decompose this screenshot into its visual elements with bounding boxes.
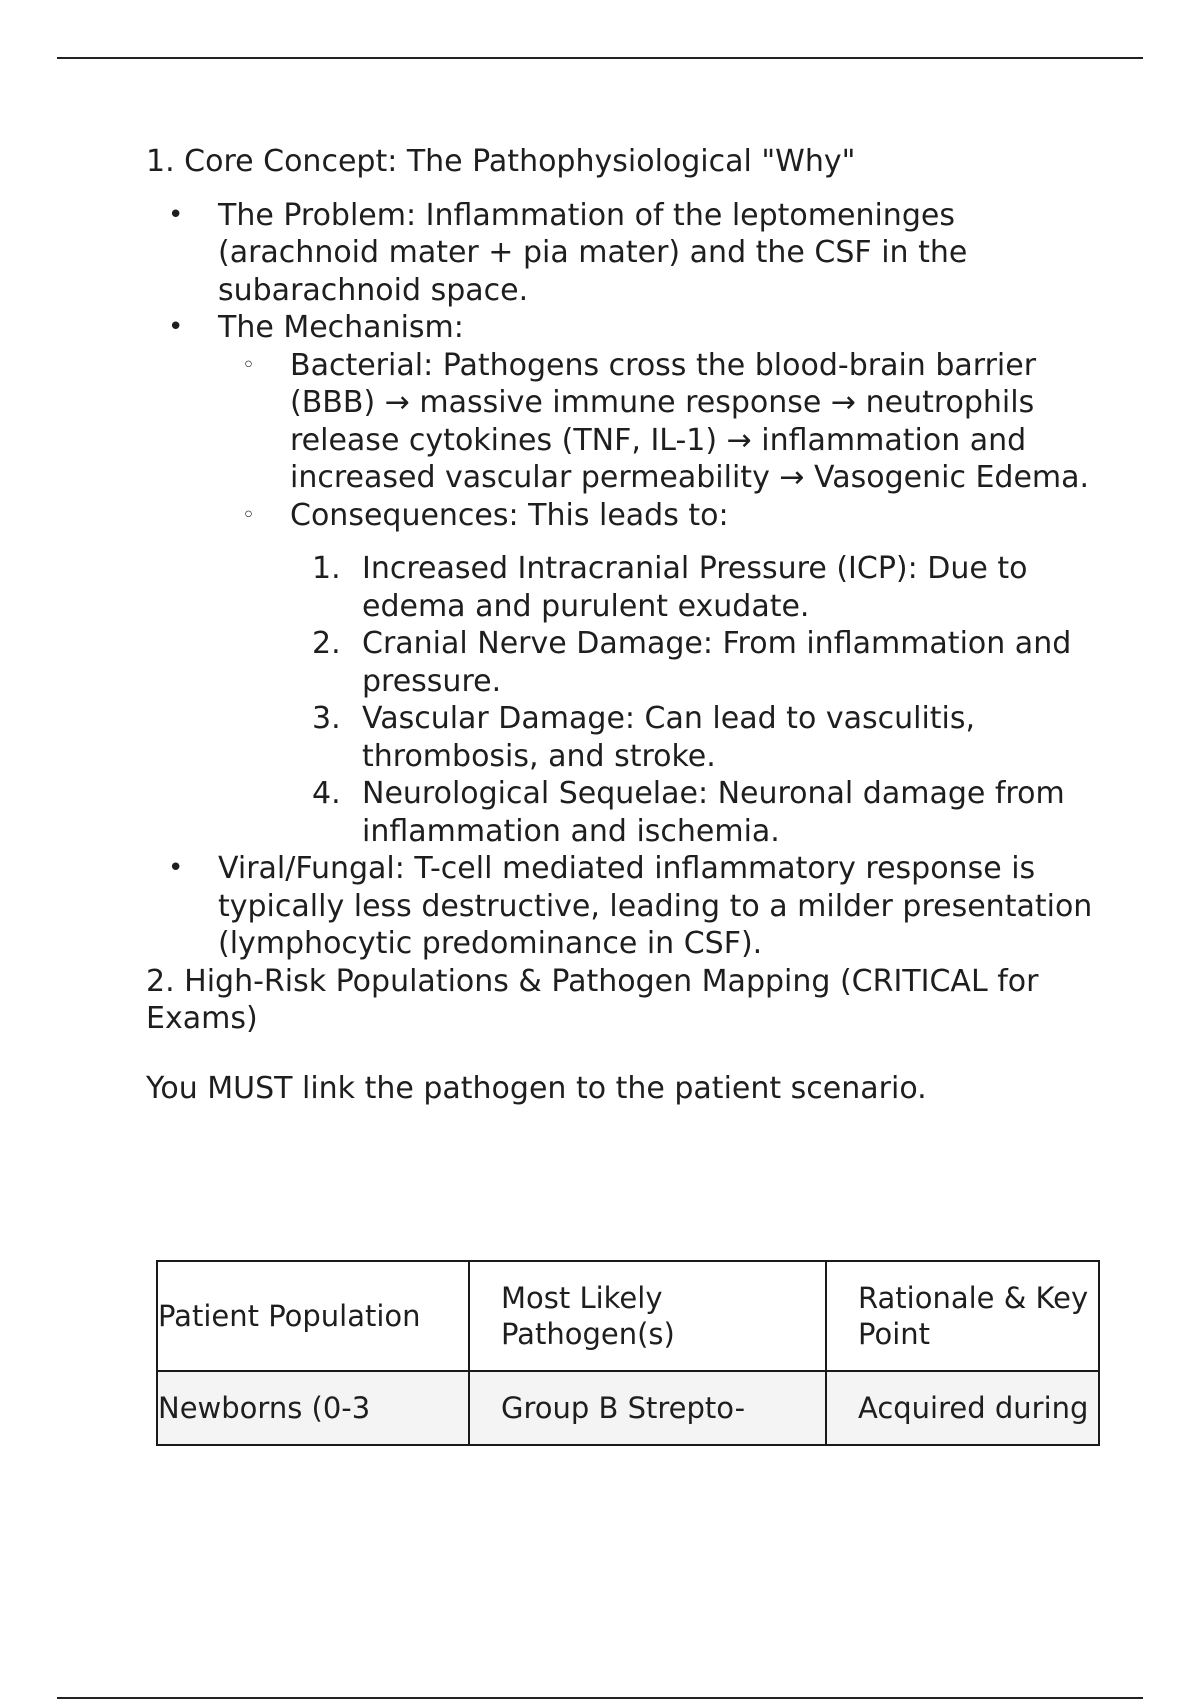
table-cell: Group B Strepto-	[469, 1371, 826, 1445]
consequences-list	[290, 550, 1096, 850]
list-number: 1.	[312, 551, 341, 586]
list-item-mechanism	[146, 309, 1096, 850]
header-rationale: Rationale & Key Point	[826, 1261, 1099, 1371]
table-cell: Newborns (0-3	[157, 1371, 469, 1445]
section-2-heading: 2. High-Risk Populations & Pathogen Mapping (CRITICAL for Exams)	[146, 963, 1039, 1036]
list-item-text: Vascular Damage: Can lead to vasculitis, thrombosis, and stroke.	[362, 701, 976, 774]
table-header-row	[157, 1261, 1099, 1371]
list-item-text: Increased Intracranial Pressure (ICP): Due to edema and purulent exudate.	[362, 551, 1028, 624]
pathogen-table-wrapper	[156, 1260, 1100, 1446]
list-number: 4.	[312, 776, 341, 811]
table-row	[157, 1371, 1099, 1445]
list-item	[290, 550, 1096, 625]
consequences-label: Consequences: This leads to:	[290, 497, 729, 533]
bullet-icon: •	[168, 199, 184, 230]
section-1-bullet-list	[146, 197, 1096, 963]
list-item-bacterial	[218, 347, 1096, 497]
list-number: 2.	[312, 626, 341, 661]
list-item	[290, 700, 1096, 775]
mechanism-sublist	[218, 347, 1096, 851]
list-item-problem	[146, 197, 1096, 310]
list-item-viral-fungal	[146, 850, 1096, 963]
circle-bullet-icon: ◦	[242, 352, 255, 378]
section-2-intro: You MUST link the pathogen to the patient scenario.	[146, 1070, 927, 1106]
bacterial-text: Bacterial: Pathogens cross the blood-brain barrier (BBB) → massive immune response → neutrophils release cytokines (TNF, IL-1) → inflammation and increased vascular permeability → Vasogenic Edema.	[290, 347, 1090, 495]
header-most-likely-pathogens: Most Likely Pathogen(s)	[469, 1261, 826, 1371]
mechanism-label: The Mechanism:	[218, 310, 464, 345]
table-cell: Acquired during	[826, 1371, 1099, 1445]
viral-fungal-text: Viral/Fungal: T-cell mediated inflammatory response is typically less destructive, leading to a milder presentation (lymphocytic predominance in CSF).	[218, 851, 1093, 961]
pathogen-table	[156, 1260, 1100, 1446]
bullet-icon: •	[168, 853, 184, 883]
document-body	[146, 143, 1096, 1107]
section-1-heading: 1. Core Concept: The Pathophysiological "Why"	[146, 144, 856, 179]
list-number: 3.	[312, 701, 341, 736]
list-item-consequences	[218, 497, 1096, 851]
circle-bullet-icon: ◦	[242, 502, 255, 528]
list-item	[290, 775, 1096, 850]
list-item-text: Neurological Sequelae: Neuronal damage from inflammation and ischemia.	[362, 776, 1065, 849]
footer-rule	[57, 1697, 1143, 1699]
header-patient-population: Patient Population	[157, 1261, 469, 1371]
problem-text: The Problem: Inflammation of the leptomeninges (arachnoid mater + pia mater) and the CSF in the subarachnoid space.	[218, 197, 968, 308]
list-item	[290, 625, 1096, 700]
header-rule	[57, 57, 1143, 59]
bullet-icon: •	[168, 312, 184, 342]
list-item-text: Cranial Nerve Damage: From inflammation and pressure.	[362, 626, 1072, 699]
